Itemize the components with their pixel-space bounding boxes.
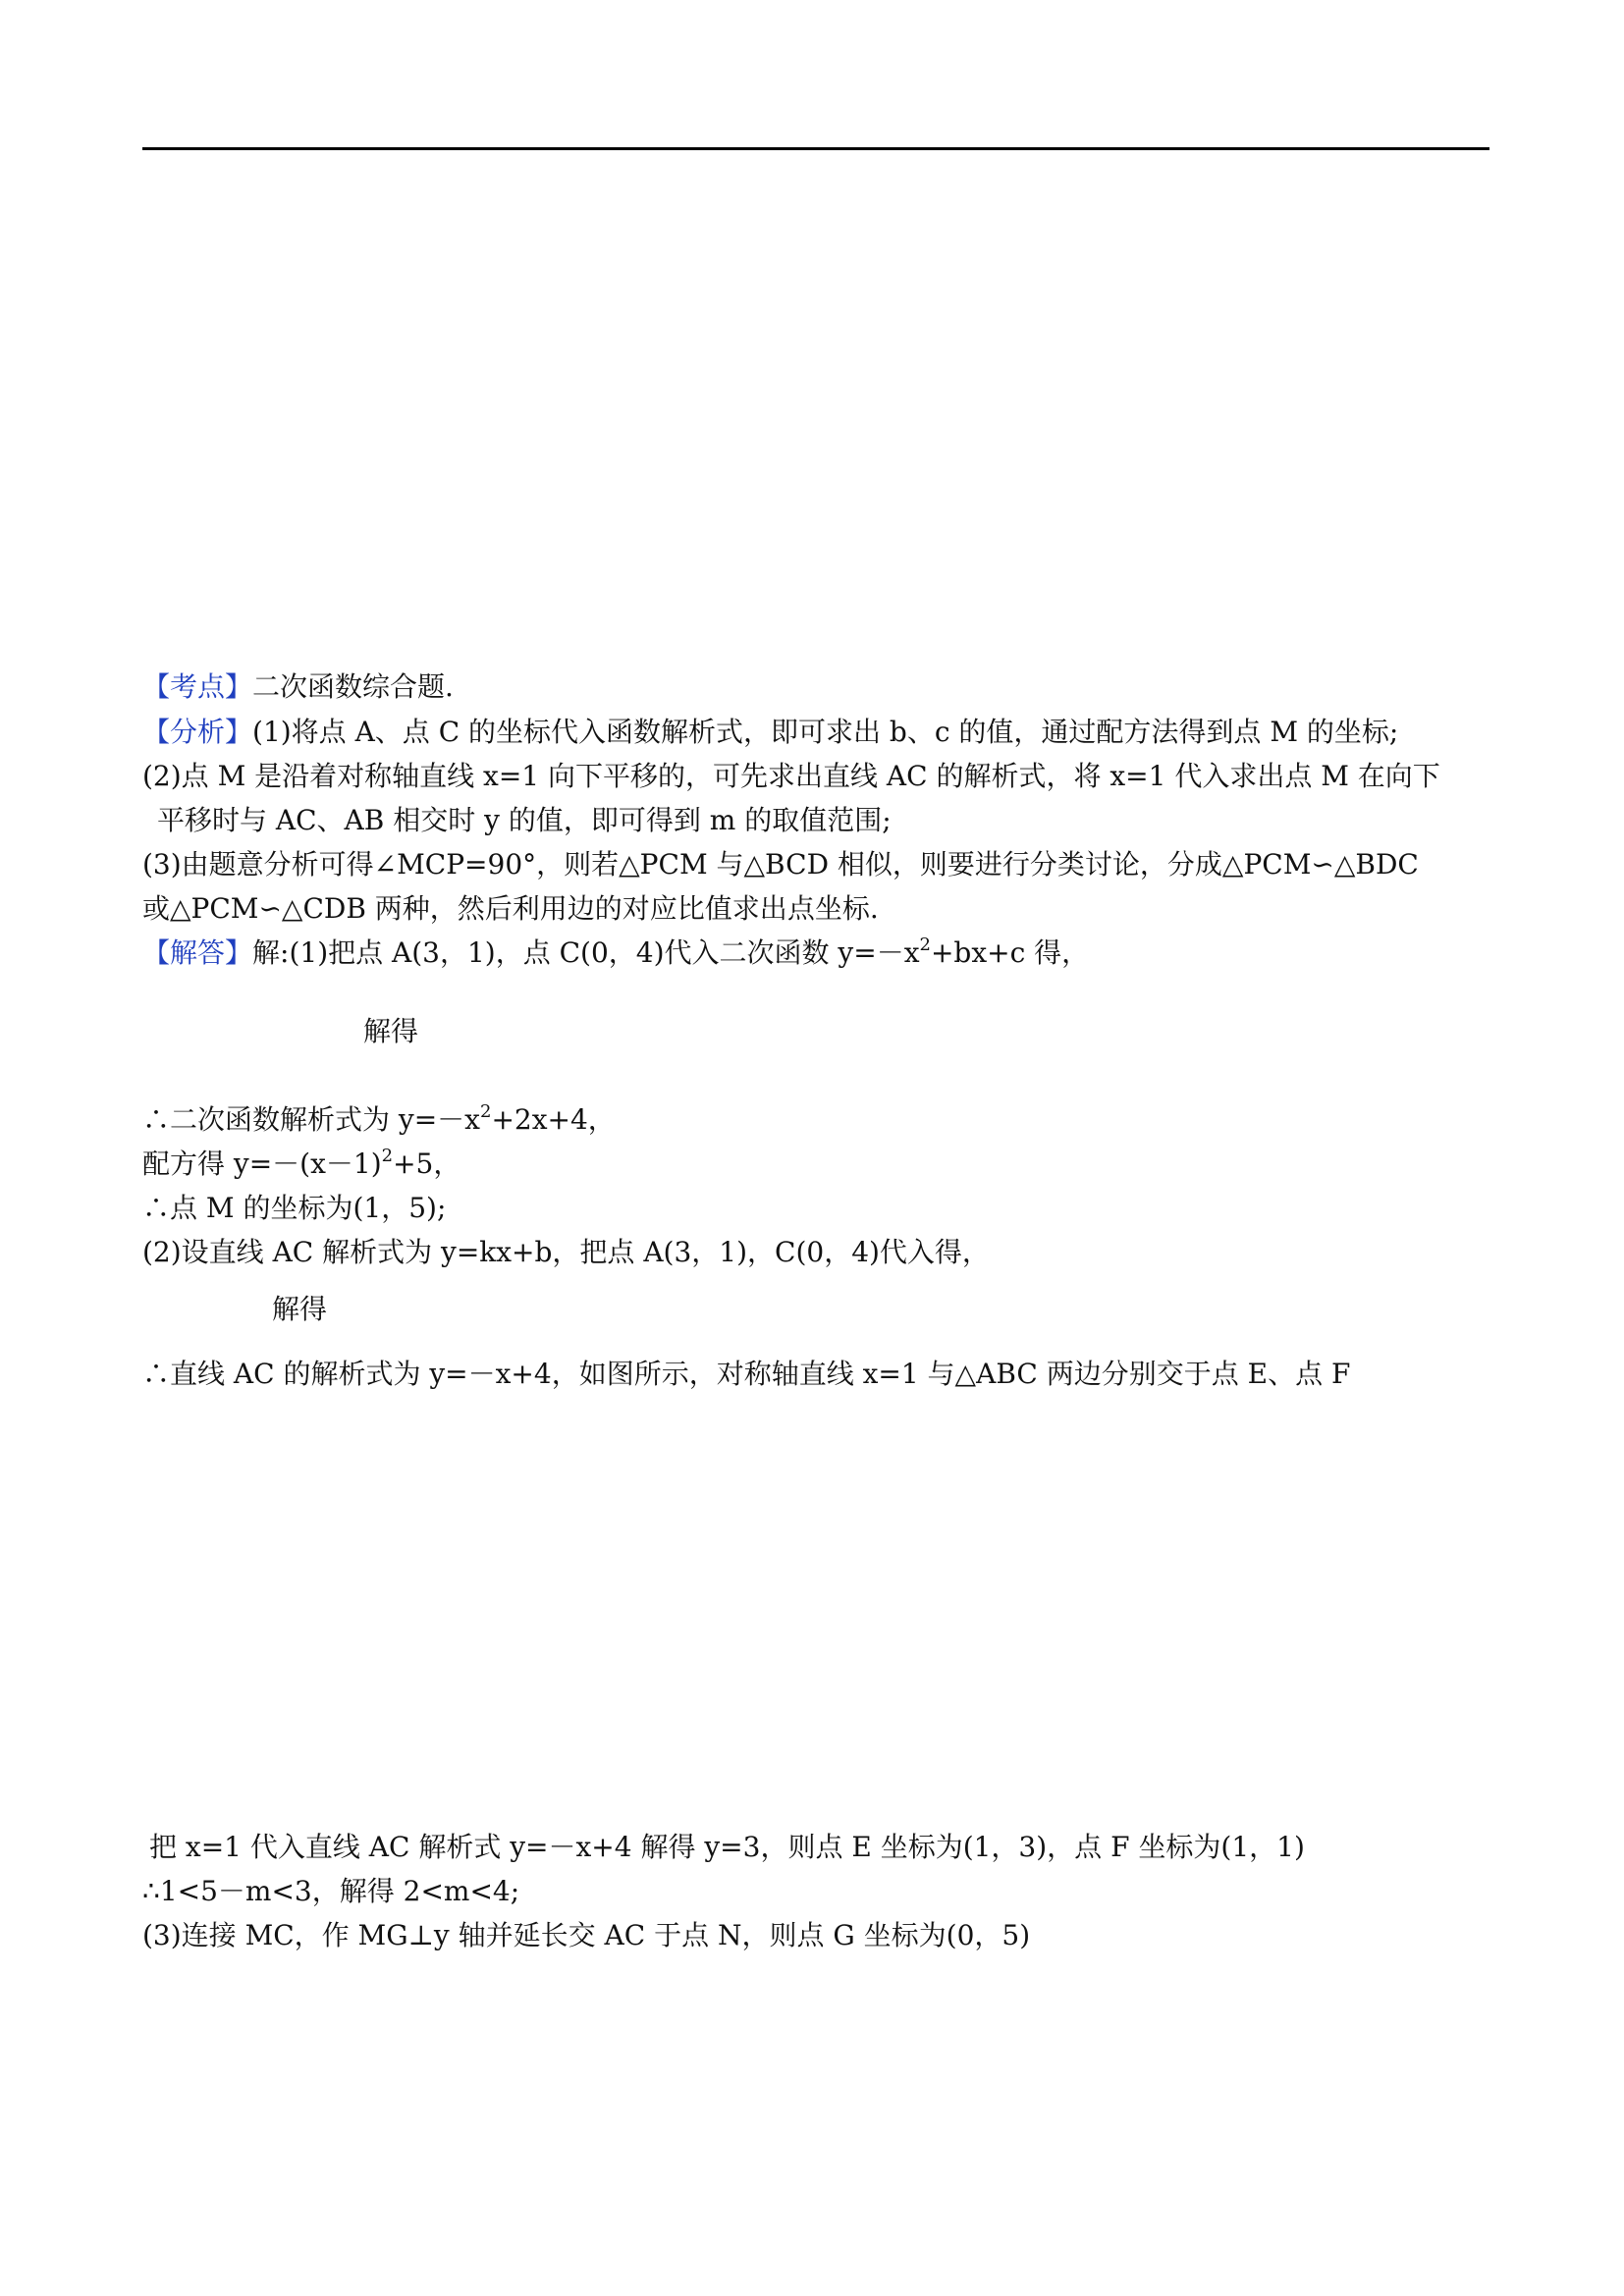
fenxi-tag: 【分析】 bbox=[142, 716, 253, 748]
jieda-text-3b: +5， bbox=[393, 1148, 461, 1180]
kaodian-line bbox=[142, 670, 454, 704]
jieda-line-4: ∴点 M 的坐标为(1，5); bbox=[142, 1192, 447, 1224]
jieda-line-1 bbox=[142, 936, 1089, 970]
jieda-text-1a: 解:(1)把点 A(3，1)，点 C(0，4)代入二次函数 y=－x bbox=[252, 936, 920, 969]
fenxi-line-2: (2)点 M 是沿着对称轴直线 x=1 向下平移的，可先求出直线 AC 的解析式，将 x=1 代入求出点 M 在向下 bbox=[142, 760, 1440, 792]
jieda-line-5: (2)设直线 AC 解析式为 y=kx+b，把点 A(3，1)，C(0，4)代入得， bbox=[142, 1236, 990, 1268]
jieda-line-7: 把 x=1 代入直线 AC 解析式 y=－x+4 解得 y=3，则点 E 坐标为(1，3)，点 F 坐标为(1，1) bbox=[149, 1831, 1305, 1863]
jieda-exponent-3: 2 bbox=[381, 1146, 394, 1166]
fenxi-line-5: 或△PCM∽△CDB 两种，然后利用边的对应比值求出点坐标. bbox=[142, 892, 879, 925]
jieda-exponent-2: 2 bbox=[479, 1101, 492, 1122]
jieda-text-2a: ∴二次函数解析式为 y=－x bbox=[142, 1103, 480, 1136]
jiede-label-1: 解得 bbox=[363, 1015, 419, 1047]
jieda-line-9: (3)连接 MC，作 MG⊥y 轴并延长交 AC 于点 N，则点 G 坐标为(0，5) bbox=[142, 1919, 1031, 1951]
kaodian-text: 二次函数综合题. bbox=[252, 670, 454, 703]
jieda-text-1b: +bx+c 得， bbox=[930, 936, 1090, 969]
jieda-line-3 bbox=[142, 1148, 460, 1181]
jieda-text-2b: +2x+4， bbox=[491, 1103, 616, 1136]
jieda-line-2 bbox=[142, 1103, 616, 1137]
jieda-text-3a: 配方得 y=－(x－1) bbox=[142, 1148, 382, 1180]
jieda-line-8: ∴1<5－m<3，解得 2<m<4; bbox=[142, 1875, 520, 1907]
fenxi-text-1: (1)将点 A、点 C 的坐标代入函数解析式，即可求出 b、c 的值，通过配方法得到点 M 的坐标; bbox=[252, 716, 1399, 748]
jieda-line-6: ∴直线 AC 的解析式为 y=－x+4，如图所示，对称轴直线 x=1 与△ABC 两边分别交于点 E、点 F bbox=[142, 1358, 1351, 1390]
jieda-tag: 【解答】 bbox=[142, 936, 253, 969]
jiede-label-2: 解得 bbox=[272, 1293, 328, 1325]
fenxi-line-1 bbox=[142, 716, 1398, 749]
fenxi-line-3: 平移时与 AC、AB 相交时 y 的值，即可得到 m 的取值范围; bbox=[157, 804, 892, 836]
jieda-exponent-1: 2 bbox=[919, 934, 931, 955]
fenxi-line-4: (3)由题意分析可得∠MCP=90°，则若△PCM 与△BCD 相似，则要进行分类讨论，分成△PCM∽△BDC bbox=[142, 848, 1419, 881]
header-rule bbox=[142, 147, 1489, 150]
kaodian-tag: 【考点】 bbox=[142, 670, 253, 703]
